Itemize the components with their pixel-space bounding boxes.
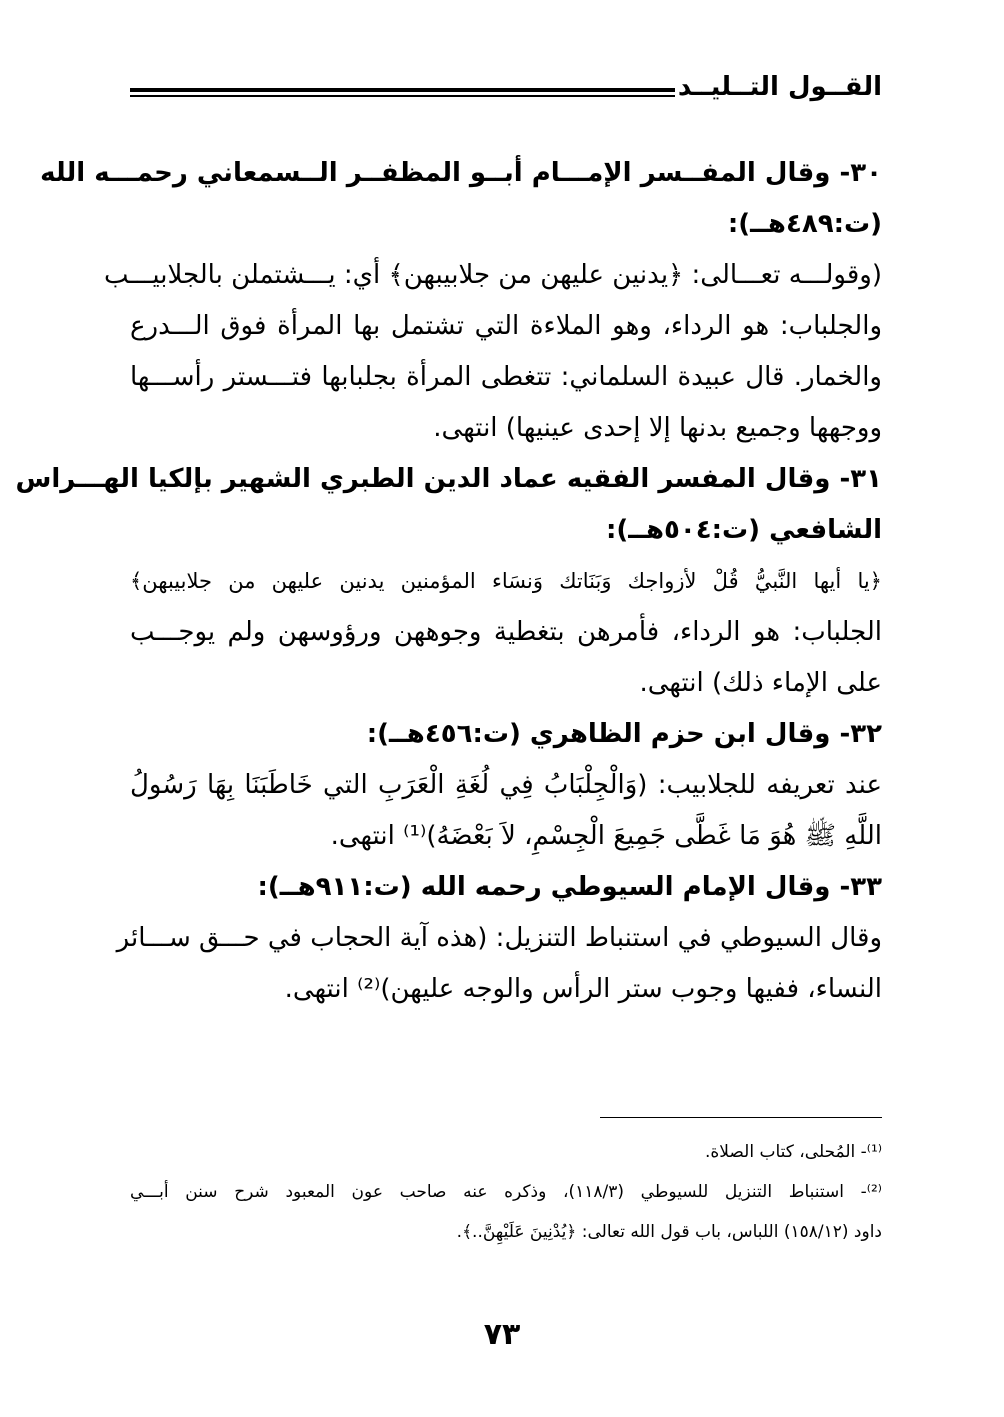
paragraph-line: والجلباب: هو الرداء، وهو الملاءة التي تشتمل بها المرأة فوق الـــدرع bbox=[130, 311, 882, 341]
paragraph-line: وقال السيوطي في استنباط التنزيل: (هذه آية الحجاب في حـــق ســـائر bbox=[116, 923, 882, 953]
footnote-line: ⁽¹⁾- المُحلى، كتاب الصلاة. bbox=[704, 1142, 882, 1162]
page-number: ٧٣ bbox=[483, 1317, 521, 1352]
header-rule-thin bbox=[130, 95, 675, 97]
body-text bbox=[15, 148, 882, 1015]
paragraph-line: اللَّهِ ﷺ هُوَ مَا غَطَّى جَمِيعَ الْجِسْمِ، لاَ بَعْضَهُ)⁽¹⁾ انتهى. bbox=[330, 821, 882, 851]
section-heading-line: ٣١- وقال المفسر الفقيه عماد الدين الطبري الشهير بإلكيا الهـــراس bbox=[15, 464, 882, 494]
footnote-line: داود (١٥٨/١٢) اللباس، باب قول الله تعالى: ﴿يُدْنِينَ عَلَيْهِنَّ..﴾. bbox=[456, 1222, 882, 1242]
section-heading-line: الشافعي (ت:٥٠٤هــ): bbox=[605, 515, 882, 545]
section-heading-line: ٣٣- وقال الإمام السيوطي رحمه الله (ت:٩١١هــ): bbox=[257, 872, 882, 902]
paragraph-line: على الإماء ذلك) انتهى. bbox=[639, 668, 882, 698]
paragraph-line: عند تعريفه للجلابيب: (وَالْجِلْبَابُ فِي لُغَةِ الْعَرَبِ التي خَاطَبَنَا بِهَا رَسُولُ bbox=[130, 770, 882, 800]
paragraph-line: والخمار. قال عبيدة السلماني: تتغطى المرأة بجلبابها فتـــستر رأســـها bbox=[130, 362, 882, 392]
section-heading-line: (ت:٤٨٩هــ): bbox=[727, 209, 882, 239]
header-title: القــول التــليــد bbox=[677, 72, 882, 102]
footnotes bbox=[130, 1132, 882, 1252]
section-heading-line: ٣٢- وقال ابن حزم الظاهري (ت:٤٥٦هــ): bbox=[366, 719, 882, 749]
header-rule-thick bbox=[130, 88, 675, 92]
paragraph-line: ووجهها وجميع بدنها إلا إحدى عينيها) انتهى. bbox=[433, 413, 882, 443]
paragraph-line: ﴿يا أيها النَّبيُّ قُلْ لأزواجك وَبَنَاتك وَنسَاء المؤمنين يدنين عليهن من جلابيبهن﴾ bbox=[130, 569, 882, 593]
paragraph-line: الجلباب: هو الرداء، فأمرهن بتغطية وجوههن ورؤوسهن ولم يوجـــب bbox=[130, 617, 882, 647]
paragraph-line: (وقولـــه تعـــالى: ﴿يدنين عليهن من جلابيبهن﴾ أي: يـــشتملن بالجلابيـــب bbox=[103, 260, 882, 290]
paragraph-line: النساء، ففيها وجوب ستر الرأس والوجه عليهن)⁽²⁾ انتهى. bbox=[284, 974, 882, 1004]
section-heading-line: ٣٠- وقال المفــسر الإمـــام أبــو المظفــر الــسمعاني رحمـــه الله bbox=[40, 158, 882, 188]
footnote-line: ⁽²⁾- استنباط التنزيل للسيوطي (١١٨/٣)، وذكره عنه صاحب عون المعبود شرح سنن أبـــي bbox=[130, 1182, 882, 1202]
running-header bbox=[130, 70, 882, 110]
footnote-separator bbox=[600, 1117, 882, 1118]
